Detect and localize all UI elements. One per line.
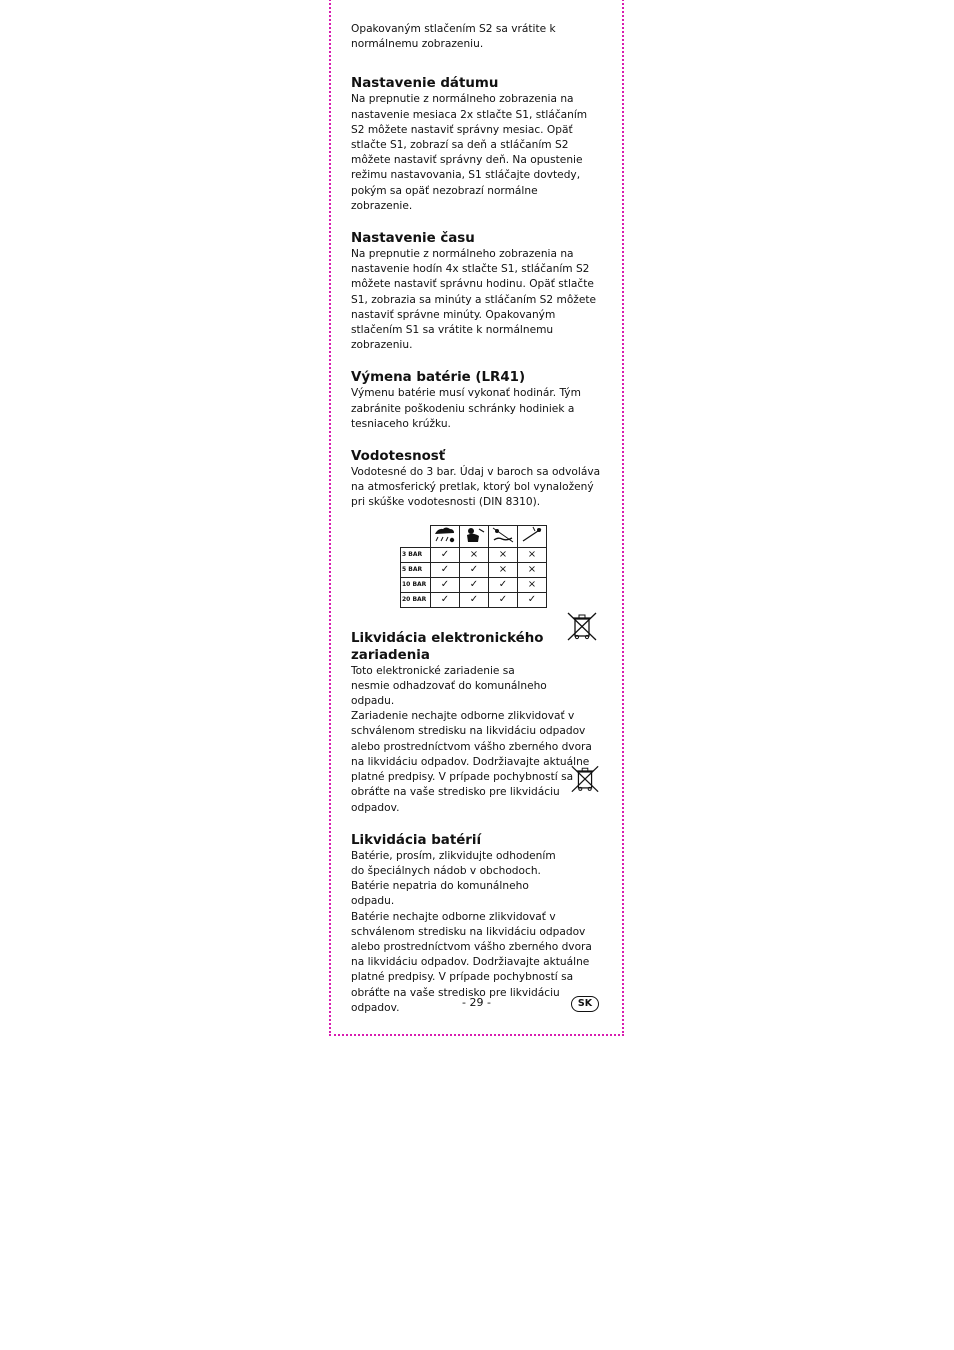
section-body: Batérie nechajte odborne zlikvidovať v schválenom stredisku na likvidáciu odpadov alebo prostredníctvom vášho zberného dvora na likvidáciu odpadov. Dodržiavajte aktuálne platné predpisy. V prípade pochybností sa obráťte na vaše stredisko pre likvidáciu odpadov.: [351, 910, 592, 1014]
table-cell: ✓: [489, 592, 518, 607]
section-heading: Likvidácia batérií: [351, 832, 482, 848]
table-cell: ✓: [518, 592, 547, 607]
crossed-bin-icon: [570, 764, 600, 794]
table-row: [401, 547, 547, 562]
heading-line: Likvidácia elektronického: [351, 630, 544, 646]
table-cell: ✓: [431, 592, 460, 607]
table-cell: ×: [518, 547, 547, 562]
table-cell: ✓: [460, 562, 489, 577]
section-heading: [351, 630, 601, 664]
section-device-disposal: [351, 630, 601, 816]
table-header-row: [401, 525, 547, 547]
diving-icon: [518, 525, 547, 547]
language-badge: SK: [571, 996, 599, 1012]
section-time: [351, 230, 601, 353]
section-body: Toto elektronické zariadenie sa nesmie odhadzovať do komunálneho odpadu.: [351, 664, 547, 708]
section-heading: Nastavenie dátumu: [351, 76, 499, 92]
row-label: 3 BAR: [401, 547, 431, 562]
section-body: Na prepnutie z normálneho zobrazenia na nastavenie mesiaca 2x stlačte S1, stláčaním S2 môžete nastaviť správny mesiac. Opäť stlačte S1, zobrazí sa deň a stláčaním S2 môžete nastaviť správny deň. Na opustenie režimu nastavovania, S1 stláčajte dovtedy, pokým sa opäť nezobrazí normálne zobrazenie.: [351, 93, 588, 212]
rain-splash-icon: [431, 525, 460, 547]
section-heading: Výmena batérie (LR41): [351, 370, 526, 386]
table-row: [401, 592, 547, 607]
table-cell: ×: [518, 577, 547, 592]
water-resistance-table: [400, 525, 547, 608]
section-heading: Nastavenie času: [351, 231, 475, 247]
section-body: Zariadenie nechajte odborne zlikvidovať v schválenom stredisku na likvidáciu odpadov alebo prostredníctvom vášho zberného dvora na likvidáciu odpadov. Dodržiavajte aktuálne platné predpisy. V prípade pochybností sa obráťte na vaše stredisko pre likvidáciu odpadov.: [351, 710, 592, 814]
table-row: [401, 562, 547, 577]
heading-line: zariadenia: [351, 647, 430, 663]
water-resistance-table-wrap: [400, 525, 601, 608]
swimming-icon: [489, 525, 518, 547]
crossed-bin-icon: [566, 611, 598, 642]
page-number: - 29 -: [462, 996, 491, 1009]
table-cell: ×: [460, 547, 489, 562]
table-cell: ✓: [460, 577, 489, 592]
section-battery-change: [351, 369, 601, 432]
page-content: [351, 22, 601, 1016]
table-cell: ✓: [431, 562, 460, 577]
section-body: Na prepnutie z normálneho zobrazenia na nastavenie hodín 4x stlačte S1, stláčaním S2 môžete nastaviť správnu hodinu. Opäť stlačte S1, zobrazia sa minúty a stláčaním S2 môžete nastaviť správne minúty. Opakovaným stlačením S1 sa vrátite k normálnemu zobrazeniu.: [351, 248, 597, 352]
table-cell: ✓: [489, 577, 518, 592]
section-water-resistance: [351, 448, 601, 511]
table-cell: ✓: [431, 577, 460, 592]
row-label: 5 BAR: [401, 562, 431, 577]
table-cell: ×: [518, 562, 547, 577]
section-heading: Vodotesnosť: [351, 449, 446, 465]
table-cell: ×: [489, 562, 518, 577]
shower-icon: [460, 525, 489, 547]
section-battery-disposal: [351, 832, 601, 1016]
section-body: Výmenu batérie musí vykonať hodinár. Tým zabránite poškodeniu schránky hodiniek a tesniaceho krúžku.: [351, 387, 581, 430]
table-cell: ×: [489, 547, 518, 562]
table-cell: ✓: [460, 592, 489, 607]
intro-text: Opakovaným stlačením S2 sa vrátite k normálnemu zobrazeniu.: [351, 23, 556, 51]
section-body: Vodotesné do 3 bar. Údaj v baroch sa odvoláva na atmosferický pretlak, ktorý bol vynaložený pri skúške vodotesnosti (DIN 8310).: [351, 466, 601, 509]
row-label: 20 BAR: [401, 592, 431, 607]
table-cell: ✓: [431, 547, 460, 562]
section-body: Batérie, prosím, zlikvidujte odhodením do špeciálnych nádob v obchodoch. Batérie nepatria do komunálneho odpadu.: [351, 849, 556, 908]
table-row: [401, 577, 547, 592]
row-label: 10 BAR: [401, 577, 431, 592]
section-date: [351, 75, 601, 214]
